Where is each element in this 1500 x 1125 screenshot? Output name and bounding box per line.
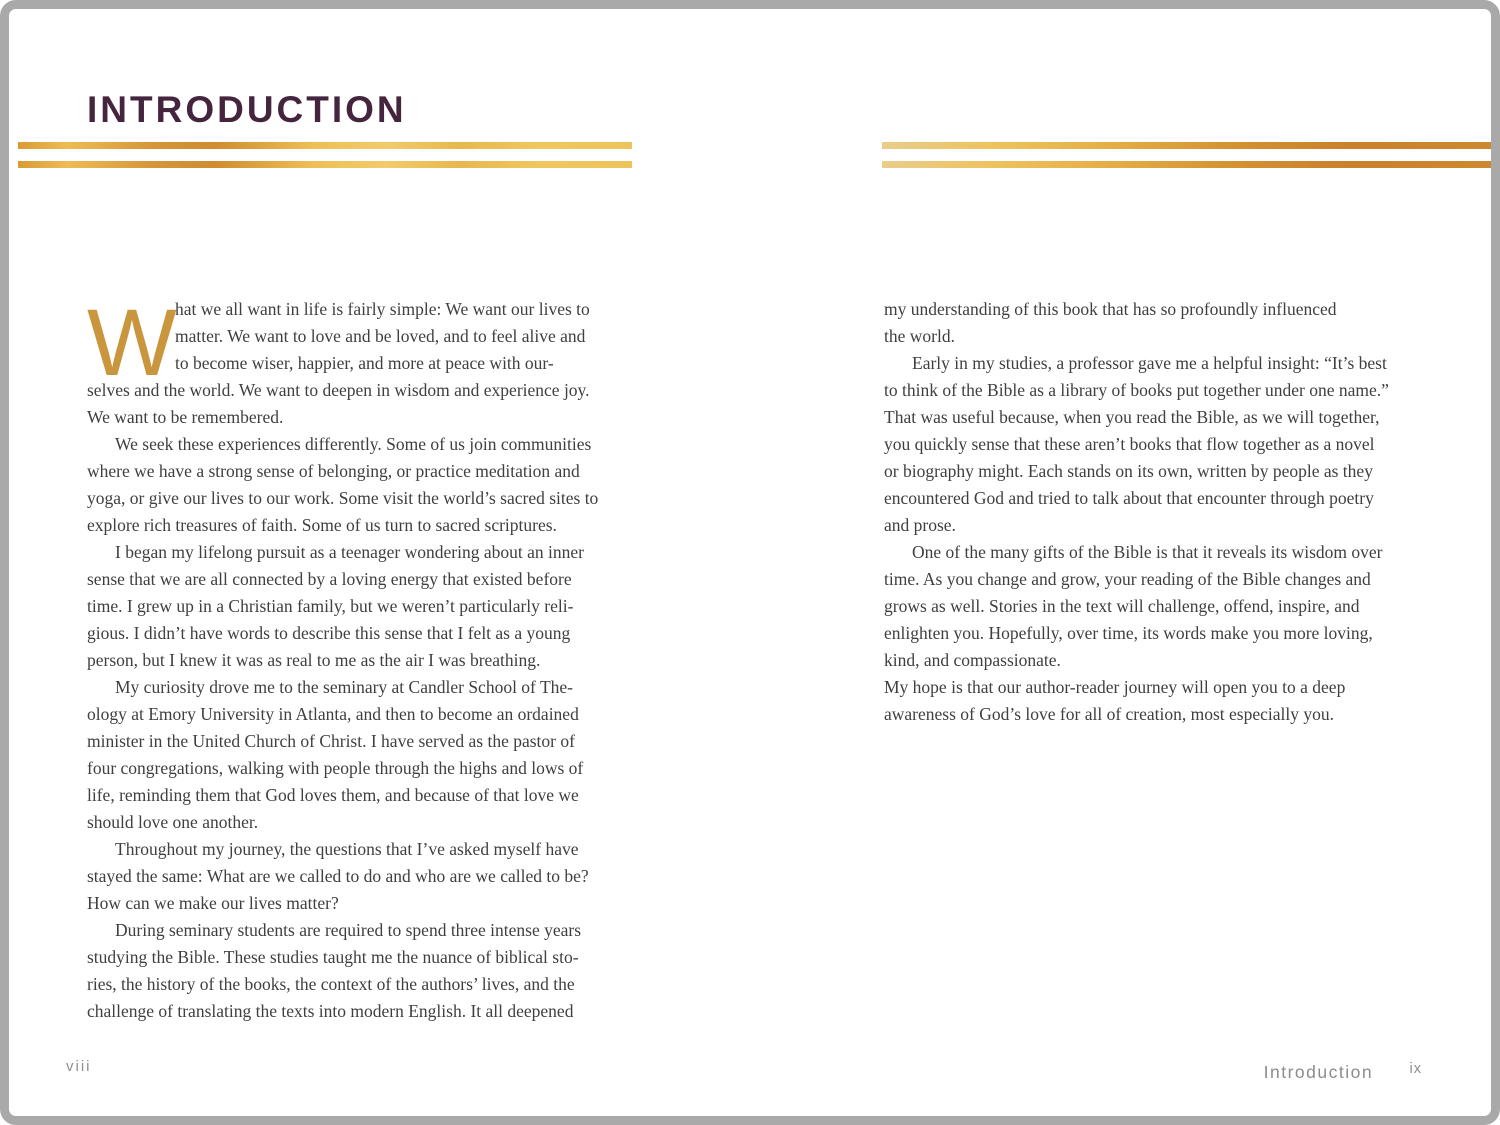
text-line: awareness of God’s love for all of creation, most especially you.: [884, 704, 1335, 724]
text-line: matter. We want to love and be loved, and to feel alive and: [175, 326, 586, 346]
paragraph: [87, 539, 635, 674]
text-line: ology at Emory University in Atlanta, and then to become an ordained: [87, 704, 579, 724]
paragraph: [87, 917, 635, 1025]
text-line: We want to be remembered.: [87, 407, 284, 427]
text-line: yoga, or give our lives to our work. Some visit the world’s sacred sites to: [87, 488, 599, 508]
paragraph: [884, 350, 1432, 539]
text-line: the world.: [884, 326, 955, 346]
drop-cap: W: [87, 290, 177, 396]
text-line: and prose.: [884, 515, 956, 535]
text-line: person, but I knew it was as real to me as the air I was breathing.: [87, 650, 541, 670]
book-spread: [9, 9, 1491, 1116]
text-line: We seek these experiences differently. Some of us join communities: [115, 434, 592, 454]
paragraph: [87, 431, 635, 539]
text-line: challenge of translating the texts into modern English. It all deepened: [87, 1001, 574, 1021]
gold-rule-top-right: [882, 142, 1500, 149]
text-line: explore rich treasures of faith. Some of us turn to sacred scriptures.: [87, 515, 557, 535]
text-line: I began my lifelong pursuit as a teenager wondering about an inner: [115, 542, 584, 562]
text-line: Early in my studies, a professor gave me a helpful insight: “It’s best: [912, 353, 1387, 373]
paragraph: [884, 296, 1432, 350]
text-line: four congregations, walking with people through the highs and lows of: [87, 758, 584, 778]
paragraph: [87, 674, 635, 836]
text-line: sense that we are all connected by a loving energy that existed before: [87, 569, 572, 589]
paragraph: [884, 539, 1432, 701]
text-line: ries, the history of the books, the context of the authors’ lives, and the: [87, 974, 575, 994]
text-line: to become wiser, happier, and more at peace with our-: [175, 353, 554, 373]
gold-rule-bottom-left: [18, 161, 632, 168]
text-line: life, reminding them that God loves them, and because of that love we: [87, 785, 579, 805]
text-line: That was useful because, when you read the Bible, as we will together,: [884, 407, 1380, 427]
text-line: studying the Bible. These studies taught me the nuance of biblical sto-: [87, 947, 579, 967]
text-line: kind, and compassionate.: [884, 650, 1061, 670]
text-line: hat we all want in life is fairly simple: We want our lives to: [175, 299, 590, 319]
text-line: where we have a strong sense of belonging, or practice meditation and: [87, 461, 580, 481]
gold-rule-top-left: [18, 142, 632, 149]
paragraph: [884, 701, 1432, 728]
text-line: My curiosity drove me to the seminary at Candler School of The-: [115, 677, 573, 697]
running-title: Introduction: [1263, 1062, 1374, 1082]
text-line: time. I grew up in a Christian family, but we weren’t particularly reli-: [87, 596, 574, 616]
paragraph: [87, 290, 635, 431]
text-line: my understanding of this book that has so profoundly influenced: [884, 299, 1337, 319]
text-line: or biography might. Each stands on its own, written by people as they: [884, 461, 1373, 481]
text-line: gious. I didn’t have words to describe this sense that I felt as a young: [87, 623, 571, 643]
page-number-right: ix: [1409, 1061, 1422, 1077]
text-line: One of the many gifts of the Bible is that it reveals its wisdom over: [912, 542, 1383, 562]
left-page-text: [87, 290, 635, 1025]
gold-rule-bottom-right: [882, 161, 1500, 168]
chapter-title: INTRODUCTION: [87, 89, 407, 130]
text-line: Throughout my journey, the questions that I’ve asked myself have: [115, 839, 579, 859]
paragraph: [87, 836, 635, 917]
text-line: My hope is that our author-reader journey will open you to a deep: [884, 677, 1346, 697]
text-line: During seminary students are required to spend three intense years: [115, 920, 582, 940]
text-line: time. As you change and grow, your reading of the Bible changes and: [884, 569, 1371, 589]
text-line: How can we make our lives matter?: [87, 893, 339, 913]
right-page-footer: [1264, 1062, 1422, 1083]
text-line: selves and the world. We want to deepen in wisdom and experience joy.: [87, 380, 590, 400]
page-number-left: viii: [66, 1058, 92, 1075]
text-line: to think of the Bible as a library of books put together under one name.”: [884, 380, 1389, 400]
text-line: you quickly sense that these aren’t books that flow together as a novel: [884, 434, 1375, 454]
text-line: stayed the same: What are we called to do and who are we called to be?: [87, 866, 589, 886]
text-line: should love one another.: [87, 812, 259, 832]
text-line: grows as well. Stories in the text will challenge, offend, inspire, and: [884, 596, 1360, 616]
text-line: minister in the United Church of Christ. I have served as the pastor of: [87, 731, 575, 751]
text-line: enlighten you. Hopefully, over time, its words make you more loving,: [884, 623, 1373, 643]
text-line: encountered God and tried to talk about that encounter through poetry: [884, 488, 1374, 508]
right-page-text: [884, 296, 1432, 728]
